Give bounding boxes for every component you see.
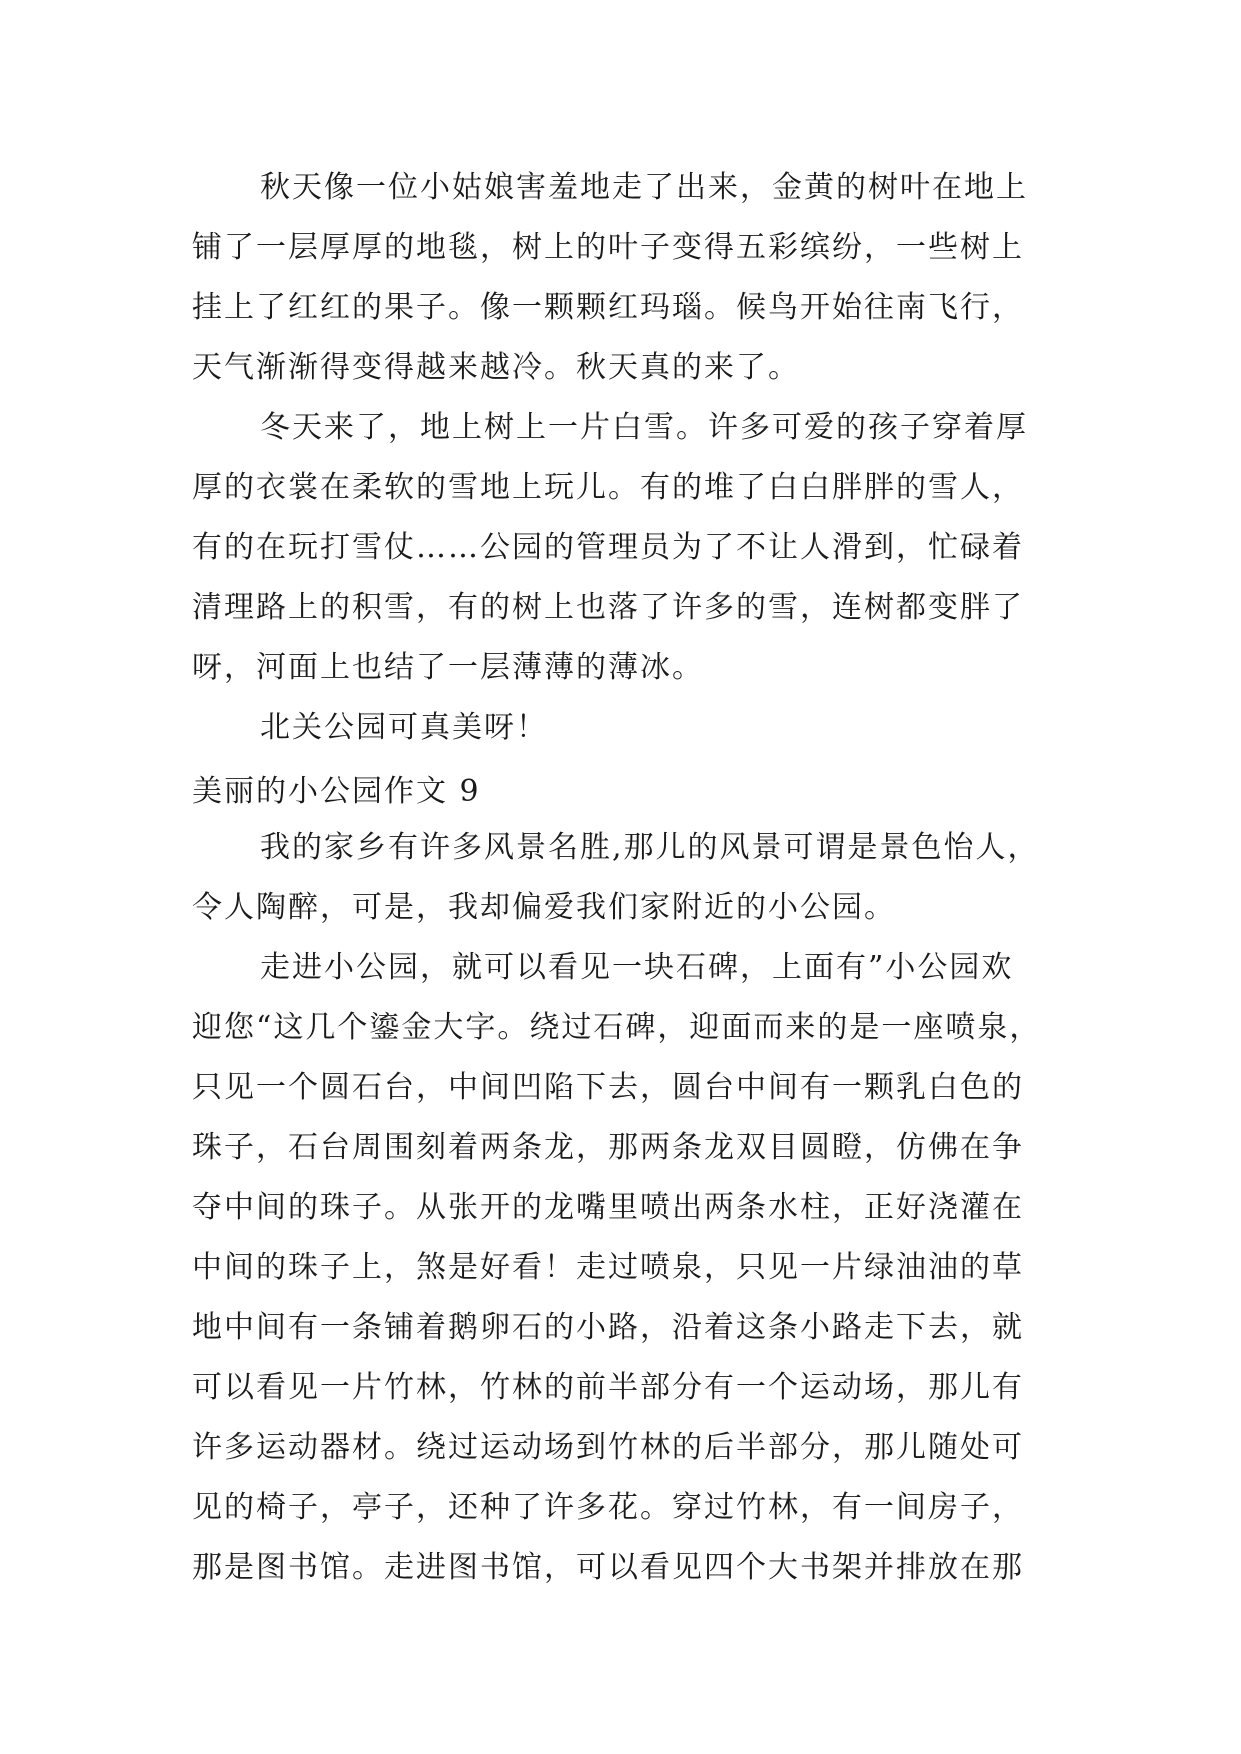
text-line: 冬天来了，地上树上一片白雪。许多可爱的孩子穿着厚 [260,410,1028,445]
text-line: 那是图书馆。走进图书馆，可以看见四个大书架并排放在那 [192,1550,1024,1585]
text-line: 我的家乡有许多风景名胜,那儿的风景可谓是景色怡人， [260,830,1040,865]
text-line: 珠子，石台周围刻着两条龙，那两条龙双目圆瞪，仿佛在争 [192,1130,1024,1165]
text-line: 许多运动器材。绕过运动场到竹林的后半部分，那儿随处可 [192,1430,1024,1465]
paragraph-intro [192,822,1052,942]
document-page [192,162,1052,1602]
text-line: 北关公园可真美呀！ [260,710,548,745]
text-line: 呀，河面上也结了一层薄薄的薄冰。 [192,650,704,685]
text-line: 只见一个圆石台，中间凹陷下去，圆台中间有一颗乳白色的 [192,1070,1024,1105]
text-line: 挂上了红红的果子。像一颗颗红玛瑙。候鸟开始往南飞行， [192,290,1024,325]
section-title: 美丽的小公园作文 9 [192,774,481,809]
text-line: 清理路上的积雪，有的树上也落了许多的雪，连树都变胖了 [192,590,1024,625]
text-line: 铺了一层厚厚的地毯，树上的叶子变得五彩缤纷，一些树上 [192,230,1024,265]
text-line: 夺中间的珠子。从张开的龙嘴里喷出两条水柱，正好浇灌在 [192,1190,1024,1225]
paragraph-park [192,942,1052,1602]
paragraph-winter [192,402,1052,702]
text-line: 天气渐渐得变得越来越冷。秋天真的来了。 [192,350,800,385]
text-line: 令人陶醉，可是，我却偏爱我们家附近的小公园。 [192,890,896,925]
text-line: 有的在玩打雪仗……公园的管理员为了不让人滑到，忙碌着 [192,530,1024,565]
paragraph-conclusion [192,702,1052,762]
paragraph-autumn [192,162,1052,402]
text-line: 厚的衣裳在柔软的雪地上玩儿。有的堆了白白胖胖的雪人， [192,470,1024,505]
text-line: 地中间有一条铺着鹅卵石的小路，沿着这条小路走下去，就 [192,1310,1024,1345]
text-line: 可以看见一片竹林，竹林的前半部分有一个运动场，那儿有 [192,1370,1024,1405]
text-line: 迎您“这几个鎏金大字。绕过石碑，迎面而来的是一座喷泉， [192,1010,1042,1045]
text-line: 见的椅子，亭子，还种了许多花。穿过竹林，有一间房子， [192,1490,1024,1525]
text-line: 走进小公园，就可以看见一块石碑，上面有”小公园欢 [260,950,1014,985]
text-line: 中间的珠子上，煞是好看！走过喷泉，只见一片绿油油的草 [192,1250,1024,1285]
text-line: 秋天像一位小姑娘害羞地走了出来，金黄的树叶在地上 [260,170,1028,205]
